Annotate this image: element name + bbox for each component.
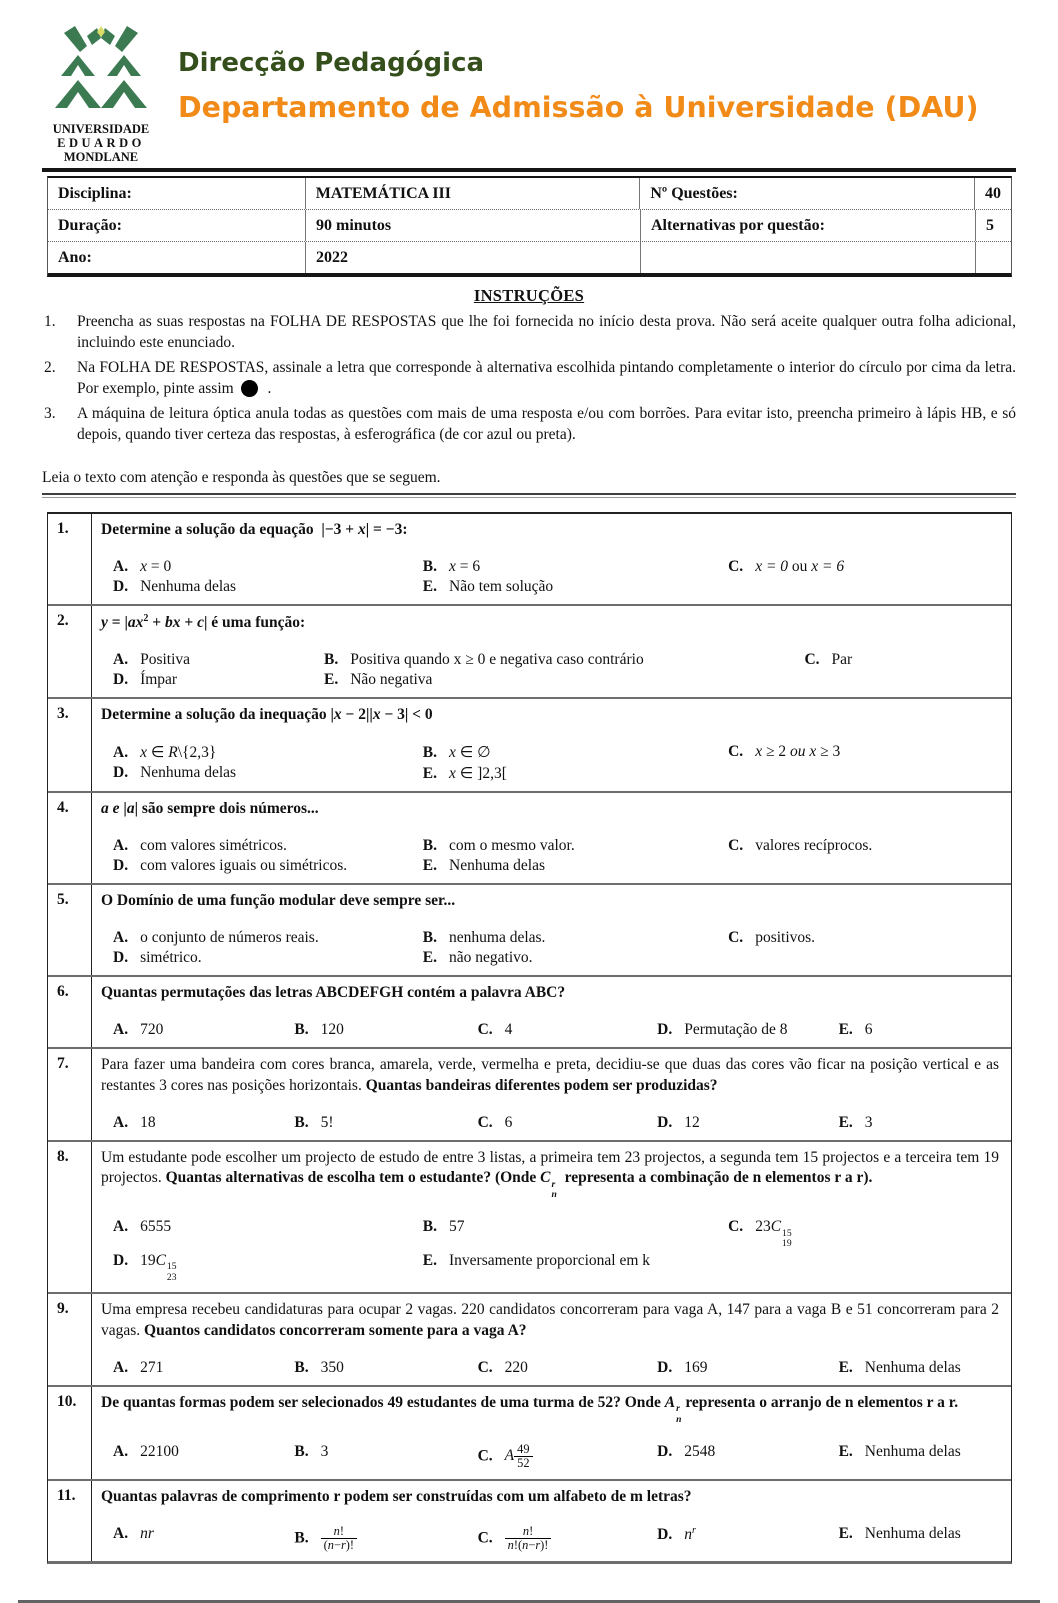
question-body [92, 885, 1011, 975]
info-value-alternativas: 5 [986, 217, 994, 235]
option-b [282, 1021, 465, 1039]
option-row [101, 558, 999, 576]
option-row [101, 1252, 999, 1284]
logo-org-name [40, 123, 162, 164]
question-number: 4. [48, 793, 92, 883]
instructions-list [44, 312, 1016, 445]
info-value-questoes: 40 [985, 185, 1001, 203]
option-label: C. [477, 1113, 493, 1131]
option-d [645, 1114, 826, 1132]
option-row [101, 578, 999, 596]
option-label: A. [113, 928, 129, 946]
option-label: E. [838, 1442, 853, 1460]
option-c [716, 1218, 999, 1250]
option-value: 3 [320, 1442, 329, 1460]
option-e [411, 1252, 716, 1284]
option-c [716, 929, 999, 947]
option-row [101, 837, 999, 855]
option-e [411, 949, 716, 967]
option-value: Nenhuma delas [864, 1524, 961, 1542]
option-label: B. [422, 836, 438, 854]
option-label: B. [294, 1358, 309, 1376]
option-label: B. [422, 928, 438, 946]
option-a [101, 1359, 282, 1377]
option-value: Permutação de 8 [684, 1020, 788, 1038]
option-label: D. [657, 1358, 673, 1376]
options-grid [101, 558, 999, 596]
option-value: 5! [320, 1113, 334, 1131]
option-a [101, 929, 411, 947]
option-value: x ∈ R\{2,3} [140, 743, 217, 761]
option-value: $\frac{n!}{(n-r)!}$ [321, 1529, 357, 1546]
option-value: nenhuma delas. [449, 928, 546, 946]
option-label: C. [477, 1358, 493, 1376]
question-row [48, 514, 1011, 606]
option-c [716, 837, 999, 855]
option-value: Nenhuma delas [140, 577, 237, 595]
org-line-3: MONDLANE [63, 149, 139, 164]
option-value: Nenhuma delas [449, 856, 545, 874]
uem-logo [40, 26, 162, 164]
options-grid [101, 1021, 999, 1039]
option-row [101, 1021, 999, 1039]
header-rule [42, 168, 1016, 172]
info-label-ano: Ano: [48, 242, 306, 273]
question-body [92, 514, 1011, 604]
exam-sheet [0, 26, 1058, 1553]
option-label: D. [113, 763, 129, 781]
option-b [411, 558, 716, 576]
option-b [282, 1443, 465, 1471]
question-number: 7. [48, 1049, 92, 1140]
option-label: B. [422, 743, 438, 761]
option-value: Ímpar [140, 670, 178, 688]
option-c [466, 1443, 646, 1471]
option-value: 6 [504, 1113, 513, 1131]
org-line-2: EDUARDO [57, 135, 145, 150]
option-row [101, 671, 999, 689]
option-value: Positiva [140, 650, 191, 668]
option-label: A. [113, 1218, 129, 1236]
option-label: C. [728, 557, 744, 575]
question-text: Uma empresa recebeu candidaturas para ocupar 2 vagas. 220 candidatos concorreram para vaga A, 147 para a vaga B e 51 concorreram para 2 vagas. Quantos candidatos concorreram somente para a vaga A? [101, 1300, 999, 1339]
option-value: 350 [320, 1358, 344, 1376]
option-label: E. [422, 1252, 438, 1270]
option-value: valores recíprocos. [755, 836, 873, 854]
option-value: 57 [449, 1218, 465, 1236]
options-grid [101, 1443, 999, 1471]
option-label: C. [477, 1447, 493, 1465]
option-row [101, 743, 999, 762]
option-label: E. [838, 1358, 853, 1376]
option-value: 271 [140, 1358, 164, 1376]
question-row [48, 699, 1011, 793]
option-b [282, 1114, 465, 1132]
option-label: D. [113, 948, 129, 966]
option-value: com valores simétricos. [140, 836, 287, 854]
option-d [645, 1443, 826, 1471]
option-label: E. [422, 577, 438, 595]
header-title-departamento: Departamento de Admissão à Universidade (DAU) [178, 91, 979, 124]
info-label-duracao: Duração: [48, 210, 306, 241]
option-value: 19C 15 23 [140, 1252, 177, 1284]
instruction-item [44, 312, 1016, 353]
info-row [48, 210, 1011, 242]
option-b [411, 1218, 716, 1250]
options-grid [101, 837, 999, 875]
option-label: D. [113, 670, 129, 688]
question-body [92, 793, 1011, 883]
option-value: com o mesmo valor. [449, 836, 575, 854]
option-a [101, 1114, 282, 1132]
question-text: Quantas palavras de comprimento r podem ser construídas com um alfabeto de m letras? [101, 1487, 692, 1505]
header-title-direccao: Direcção Pedagógica [178, 48, 485, 78]
option-label: E. [422, 764, 438, 782]
question-text: Um estudante pode escolher um projecto de estudo de entre 3 listas, a primeira tem 23 projectos, a segunda tem 15 projectos e a terceira tem 19 projectos. Quantas alternativas de escolha tem o estudante? (Onde C r n representa a combinação de n elementos r a r). [101, 1148, 999, 1201]
option-row [101, 1443, 999, 1471]
option-label: A. [113, 836, 129, 854]
question-body [92, 606, 1011, 697]
question-text: a e |a| são sempre dois números... [101, 799, 319, 817]
instruction-item [44, 358, 1016, 399]
info-label-disciplina: Disciplina: [48, 178, 306, 209]
question-number: 1. [48, 514, 92, 604]
option-a [101, 1218, 411, 1250]
option-a [101, 837, 411, 855]
option-label: C. [728, 836, 744, 854]
option-value: 220 [504, 1358, 528, 1376]
option-e [411, 764, 716, 783]
option-label: C. [477, 1020, 493, 1038]
option-label: D. [657, 1020, 673, 1038]
option-b [411, 929, 716, 947]
option-row [101, 1114, 999, 1132]
option-label: E. [838, 1020, 853, 1038]
option-value: Não negativa [350, 670, 433, 688]
question-number: 2. [48, 606, 92, 697]
question-row [48, 606, 1011, 699]
option-a [101, 743, 411, 762]
info-value-ano: 2022 [306, 242, 641, 273]
option-a [101, 1443, 282, 1471]
option-d [101, 578, 411, 596]
option-row [101, 1218, 999, 1250]
option-value: 720 [140, 1020, 164, 1038]
option-label: C. [477, 1529, 493, 1547]
question-text: Determine a solução da equação |−3 + x| = −3: [101, 520, 408, 538]
header [40, 26, 1018, 164]
question-row [48, 793, 1011, 885]
question-text: Determine a solução da inequação |x − 2||x − 3| < 0 [101, 705, 433, 723]
info-row [48, 242, 1011, 273]
info-value-duracao: 90 minutos [306, 210, 641, 241]
option-a [101, 1525, 282, 1553]
option-value: 120 [320, 1020, 344, 1038]
instruction-text: Na FOLHA DE RESPOSTAS, assinale a letra que corresponde à alternativa escolhida pintando completamente o interior do círculo por cima da letra. Por exemplo, pinte assim . [77, 359, 1016, 397]
question-text: $y = |ax^2$ + bx + c| é uma função: [101, 612, 306, 632]
option-c [466, 1359, 646, 1377]
option-b [282, 1359, 465, 1377]
options-grid [101, 743, 999, 783]
option-value: Nenhuma delas [140, 763, 237, 781]
option-value: positivos. [755, 928, 816, 946]
option-row [101, 929, 999, 947]
option-value: $\frac{n!}{n!(n-r)!}$ [505, 1529, 552, 1546]
option-value: simétrico. [140, 948, 202, 966]
instructions-title: INSTRUÇÕES [473, 286, 585, 306]
option-value: 18 [140, 1113, 156, 1131]
option-label: A. [113, 1358, 129, 1376]
option-row [101, 857, 999, 875]
question-text: De quantas formas podem ser selecionados 49 estudantes de uma turma de 52? Onde A r n representa o arranjo de n elementos r a r. [101, 1393, 959, 1425]
option-label: E. [422, 856, 438, 874]
question-body [92, 1049, 1011, 1140]
section-divider [42, 493, 1016, 498]
option-value: Nenhuma delas [864, 1358, 961, 1376]
option-label: C. [728, 928, 744, 946]
question-number: 11. [48, 1481, 92, 1561]
option-c [716, 558, 999, 576]
option-value: x = 6 [449, 557, 481, 575]
option-value: 6555 [140, 1218, 172, 1236]
option-c [466, 1021, 646, 1039]
option-value: 23C 15 19 [755, 1218, 792, 1250]
option-label: A. [113, 557, 129, 575]
question-row [48, 1142, 1011, 1294]
option-c [466, 1525, 646, 1553]
option-value: 2548 [684, 1442, 716, 1460]
options-grid [101, 929, 999, 967]
option-e [411, 578, 716, 596]
question-body [92, 1387, 1011, 1479]
option-label: B. [324, 650, 339, 668]
option-a [101, 558, 411, 576]
question-number: 9. [48, 1294, 92, 1385]
option-label: B. [422, 1218, 438, 1236]
option-value: x = 0 ou x = 6 [755, 557, 845, 575]
option-label: C. [728, 742, 744, 760]
option-label: A. [113, 1113, 129, 1131]
option-e [827, 1114, 999, 1132]
question-number: 5. [48, 885, 92, 975]
options-grid [101, 651, 999, 689]
instruction-number: 3. [44, 405, 56, 423]
option-e [827, 1443, 999, 1471]
option-label: D. [657, 1113, 673, 1131]
option-c [466, 1114, 646, 1132]
option-label: D. [113, 577, 129, 595]
question-body [92, 1294, 1011, 1385]
question-body [92, 977, 1011, 1047]
question-row [48, 1481, 1011, 1561]
option-d [645, 1359, 826, 1377]
option-label: D. [657, 1442, 673, 1460]
question-number: 8. [48, 1142, 92, 1292]
option-b [282, 1525, 465, 1553]
option-label: B. [294, 1529, 309, 1547]
option-row [101, 1525, 999, 1553]
option-d [101, 1252, 411, 1284]
option-value: com valores iguais ou simétricos. [140, 856, 348, 874]
option-value: x ∈ ∅ [449, 743, 491, 761]
question-body [92, 699, 1011, 791]
option-label: D. [113, 856, 129, 874]
options-grid [101, 1525, 999, 1553]
options-grid [101, 1359, 999, 1377]
option-c [792, 651, 999, 669]
info-value-disciplina: MATEMÁTICA III [306, 178, 641, 209]
option-value: Par [831, 650, 853, 668]
option-d [101, 949, 411, 967]
option-row [101, 764, 999, 783]
option-label: C. [728, 1218, 744, 1236]
option-value: x ∈ ]2,3[ [449, 764, 507, 782]
option-value: x ≥ 2 ou x ≥ 3 [755, 742, 841, 760]
option-row [101, 1359, 999, 1377]
org-line-1: UNIVERSIDADE [52, 122, 150, 136]
option-value: Positiva quando x ≥ 0 e negativa caso contrário [350, 650, 644, 668]
info-empty-cell [976, 242, 1011, 273]
info-label-questoes: Nº Questões: [640, 178, 975, 209]
option-value: Inversamente proporcional em k [449, 1252, 651, 1270]
option-label: E. [838, 1113, 853, 1131]
question-row [48, 1294, 1011, 1387]
question-body [92, 1481, 1011, 1561]
option-row [101, 949, 999, 967]
option-value: 22100 [140, 1442, 179, 1460]
option-value: 169 [684, 1358, 708, 1376]
option-a [101, 651, 312, 669]
option-label: A. [113, 743, 129, 761]
option-label: B. [294, 1442, 309, 1460]
option-label: B. [294, 1020, 309, 1038]
option-c [716, 743, 999, 762]
question-text: Para fazer uma bandeira com cores branca, amarela, verde, vermelha e preta, decidiu-se que duas das cores vão ficar na posição vertical e as restantes 3 cores nas posições horizontais. Quantas bandeiras diferentes podem ser produzidas? [101, 1055, 999, 1094]
question-row [48, 885, 1011, 977]
options-grid [101, 1218, 999, 1284]
instruction-text: A máquina de leitura óptica anula todas as questões com mais de uma resposta e/ou com borrões. Para evitar isto, preencha primeiro à lápis HB, e só depois, quando tiver certeza das respostas, à esferográfica (de cor azul ou preta). [77, 405, 1016, 443]
option-a [101, 1021, 282, 1039]
instruction-text: Preencha as suas respostas na FOLHA DE RESPOSTAS que lhe foi fornecida no início desta prova. Não será aceite qualquer outra folha adicional, incluindo este enunciado. [77, 313, 1016, 351]
option-label: A. [113, 650, 129, 668]
option-label: E. [422, 948, 438, 966]
option-value: A $\frac{49}{52}$ [505, 1447, 533, 1464]
option-value: Nenhuma delas [864, 1442, 961, 1460]
header-titles [178, 26, 979, 124]
option-value: x = 0 [140, 557, 172, 575]
option-e [827, 1021, 999, 1039]
option-label: C. [804, 650, 820, 668]
option-label: A. [113, 1442, 129, 1460]
option-e [827, 1525, 999, 1553]
option-value: Não tem solução [449, 577, 554, 595]
option-label: A. [113, 1524, 129, 1542]
option-b [312, 651, 792, 669]
lead-text: Leia o texto com atenção e responda às questões que se seguem. [42, 468, 441, 486]
question-text: Quantas permutações das letras ABCDEFGH contém a palavra ABC? [101, 983, 566, 1001]
question-number: 10. [48, 1387, 92, 1479]
option-d [101, 764, 411, 783]
option-b [411, 743, 716, 762]
question-row [48, 1387, 1011, 1481]
question-text: O Domínio de uma função modular deve sempre ser... [101, 891, 456, 909]
option-label: B. [422, 557, 438, 575]
logo-emblem-icon [51, 26, 151, 116]
option-d [645, 1021, 826, 1039]
filled-circle-icon [241, 380, 258, 397]
option-value: 3 [864, 1113, 873, 1131]
option-label: E. [324, 670, 339, 688]
option-d [101, 671, 312, 689]
option-value: não negativo. [449, 948, 533, 966]
options-grid [101, 1114, 999, 1132]
option-d [645, 1525, 826, 1553]
option-d [101, 857, 411, 875]
option-e [312, 671, 792, 689]
option-row [101, 651, 999, 669]
option-label: D. [657, 1525, 673, 1543]
instruction-number: 2. [44, 359, 56, 377]
question-body [92, 1142, 1011, 1292]
question-number: 6. [48, 977, 92, 1047]
option-label: A. [113, 1020, 129, 1038]
option-b [411, 837, 716, 855]
option-value: $n^r$ [684, 1524, 696, 1543]
option-value: 4 [504, 1020, 513, 1038]
option-label: E. [838, 1524, 853, 1542]
question-row [48, 977, 1011, 1049]
option-e [827, 1359, 999, 1377]
option-value: 6 [864, 1020, 873, 1038]
info-label-alternativas: Alternativas por questão: [641, 210, 976, 241]
questions-table [47, 512, 1012, 1564]
option-e [411, 857, 716, 875]
instruction-number: 1. [44, 313, 56, 331]
instruction-item [44, 404, 1016, 445]
question-number: 3. [48, 699, 92, 791]
question-row [48, 1049, 1011, 1142]
exam-info-table [47, 176, 1012, 277]
option-value: 12 [684, 1113, 700, 1131]
info-empty-cell [641, 242, 976, 273]
option-value: o conjunto de números reais. [140, 928, 319, 946]
info-row [48, 178, 1011, 210]
option-label: D. [113, 1252, 129, 1270]
option-value: nr [140, 1524, 154, 1542]
option-label: B. [294, 1113, 309, 1131]
